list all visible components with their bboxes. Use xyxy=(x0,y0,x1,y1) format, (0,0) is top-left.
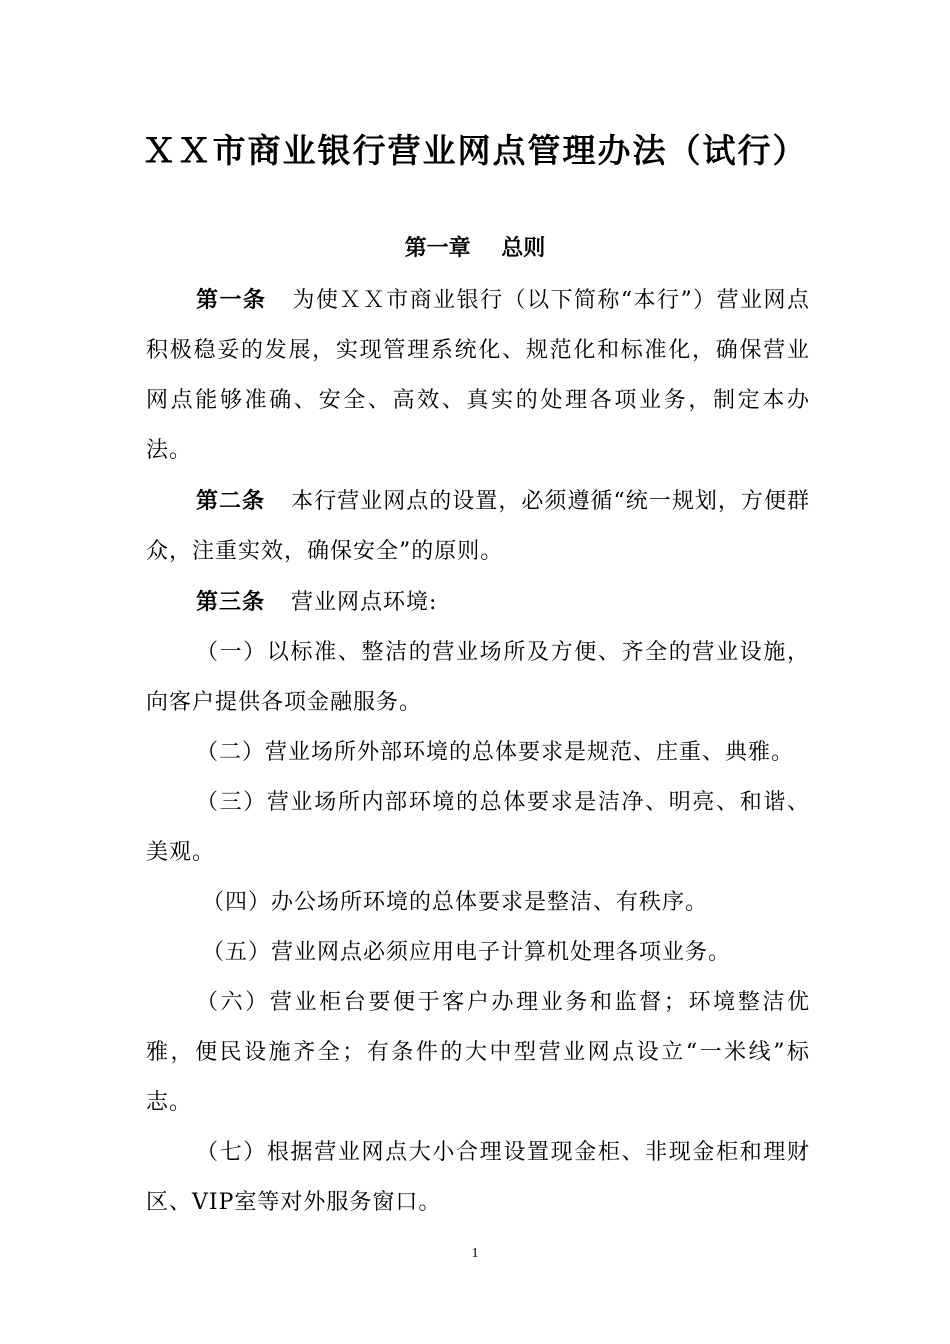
list-item: （一）以标准、整洁的营业场所及方便、齐全的营业设施，向客户提供各项金融服务。 xyxy=(146,640,810,715)
list-item: （七）根据营业网点大小合理设置现金柜、非现金柜和理财区、VIP室等对外服务窗口。 xyxy=(146,1140,810,1215)
list-item: （五）营业网点必须应用电子计算机处理各项业务。 xyxy=(202,940,732,965)
article-label: 第三条 xyxy=(196,589,266,615)
list-item: （二）营业场所外部环境的总体要求是规范、庄重、典雅。 xyxy=(196,740,795,765)
article-1 xyxy=(146,275,810,476)
article-3 xyxy=(146,577,810,628)
list-item: （三）营业场所内部环境的总体要求是洁净、明亮、和谐、美观。 xyxy=(146,790,810,865)
page-number: 1 xyxy=(471,1246,479,1261)
article-label: 第二条 xyxy=(196,488,266,514)
article-text: 本行营业网点的设置，必须遵循“统一规划，方便群众，注重实效，确保安全”的原则。 xyxy=(146,489,810,564)
document-title: ＸＸ市商业银行营业网点管理办法（试行） xyxy=(142,131,808,170)
chapter-heading: 第一章 总则 xyxy=(404,235,546,261)
list-item: （四）办公场所环境的总体要求是整洁、有秩序。 xyxy=(202,890,709,915)
article-2 xyxy=(146,476,810,577)
article-label: 第一条 xyxy=(196,287,267,313)
document-body xyxy=(146,275,810,1228)
article-text: 营业网点环境: xyxy=(291,590,438,615)
article-text: 为使ＸＸ市商业银行（以下简称“本行”）营业网点积极稳妥的发展，实现管理系统化、规范化和标准化，确保营业网点能够准确、安全、高效、真实的处理各项业务，制定本办法。 xyxy=(146,288,810,463)
list-item: （六）营业柜台要便于客户办理业务和监督；环境整洁优雅，便民设施齐全；有条件的大中型营业网点设立“一米线”标志。 xyxy=(146,990,810,1115)
